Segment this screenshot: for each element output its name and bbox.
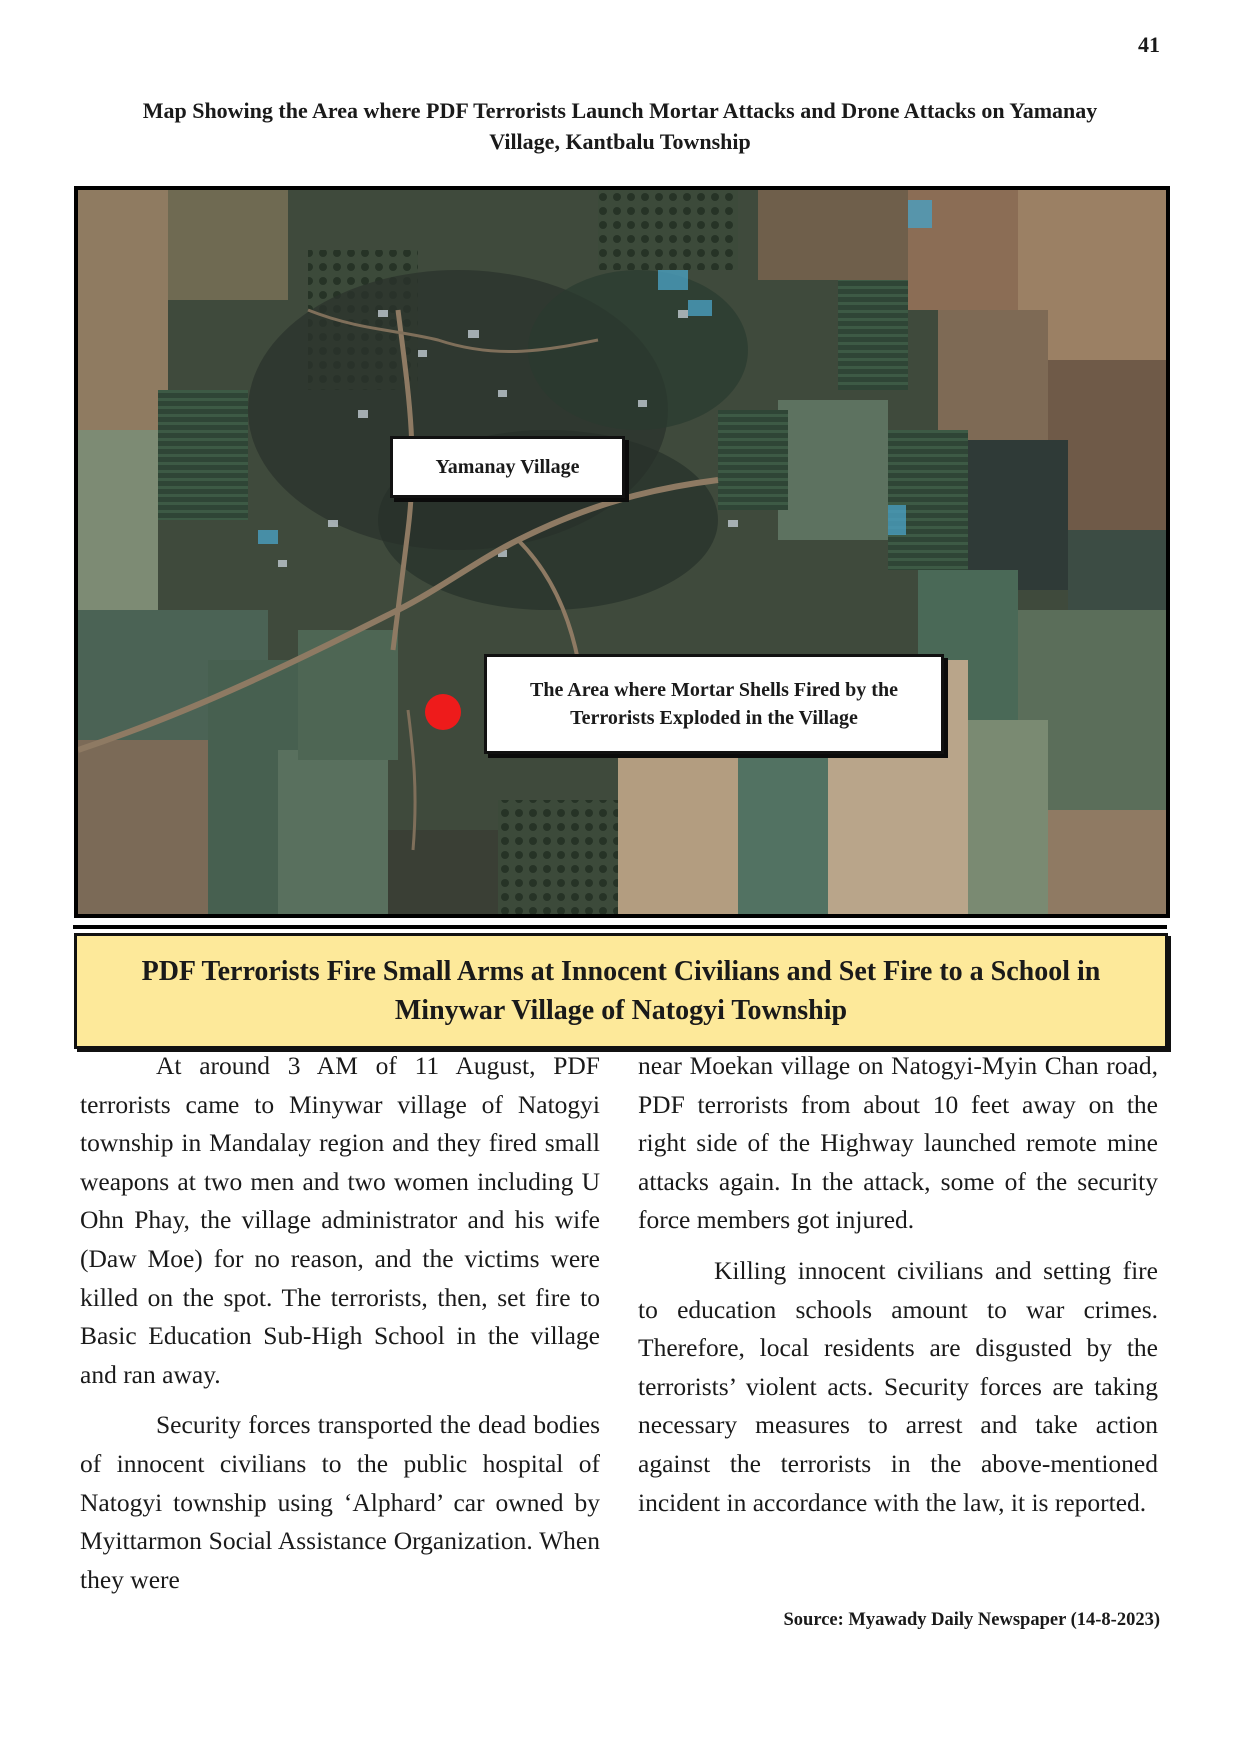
paragraph: near Moekan village on Natogyi-Myin Chan road, PDF terrorists from about 10 feet away on the right side of the Highway launched remote mine attacks again. In the attack, some of the security force members got injured. (638, 1051, 1158, 1235)
map-title: Map Showing the Area where PDF Terrorists Launch Mortar Attacks and Drone Attacks on Yamanay Village, Kantbalu Township (142, 98, 1098, 154)
article-heading: PDF Terrorists Fire Small Arms at Innocent Civilians and Set Fire to a School in Minywar Village of Natogyi Township (74, 933, 1168, 1049)
paragraph: Killing innocent civilians and setting fire to education schools amount to war crimes. Therefore, local residents are disgusted by the terrorists’ violent acts. Security forces are taking necessary measures to arrest and take action against the terrorists in the above-mentioned incident in accordance with the law, it is reported. (638, 1255, 1158, 1517)
village-label: Yamanay Village (390, 436, 625, 498)
explosion-marker-icon (425, 694, 461, 730)
explosion-area-label: The Area where Mortar Shells Fired by the Terrorists Exploded in the Village (484, 654, 944, 754)
article-column-right (638, 1047, 1158, 1534)
source-citation: Source: Myawady Daily Newspaper (14-8-2023) (783, 1610, 1160, 1630)
paragraph: At around 3 AM of 11 August, PDF terrorists came to Minywar village of Natogyi township in Mandalay region and they fired small weapons at two men and two women including U Ohn Phay, the village administrator and his wife (Daw Moe) for no reason, and the victims were killed on the spot. The terrorists, then, set fire to Basic Education Sub-High School in the village and ran away. (80, 1051, 600, 1389)
paragraph: Security forces transported the dead bodies of innocent civilians to the public hospital of Natogyi township using ‘Alphard’ car owned by Myittarmon Social Assistance Organization. When they were (80, 1410, 600, 1594)
satellite-imagery (78, 190, 1166, 914)
page-number: 41 (1138, 32, 1160, 57)
heading-rule (73, 925, 1167, 929)
satellite-map (74, 186, 1170, 918)
article-column-left (80, 1047, 600, 1611)
